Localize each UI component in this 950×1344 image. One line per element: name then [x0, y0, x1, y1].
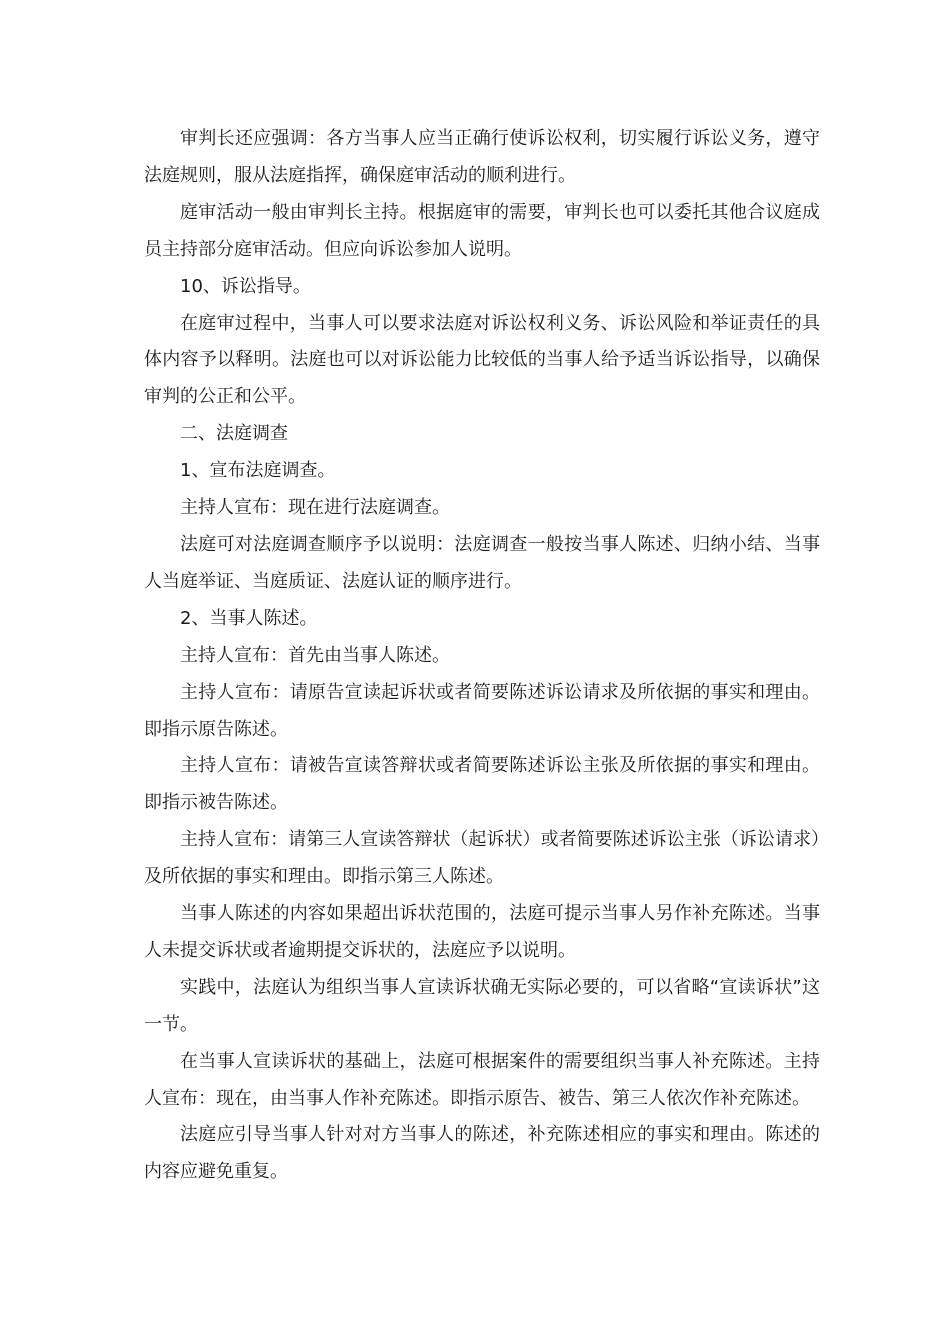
paragraph-defendant-statement: 主持人宣布：请被告宣读答辩状或者简要陈述诉讼主张及所依据的事实和理由。即指示被告陈述。: [144, 755, 820, 814]
paragraph-host-announce-statements: 主持人宣布：首先由当事人陈述。: [180, 644, 450, 666]
paragraph-omit-reading: 实践中，法庭认为组织当事人宣读诉状确无实际必要的，可以省略“宣读诉状”这一节。: [144, 976, 820, 1035]
paragraph-beyond-scope: 当事人陈述的内容如果超出诉状范围的，法庭可提示当事人另作补充陈述。当事人未提交诉状或者逾期提交诉状的，法庭应予以说明。: [144, 903, 820, 961]
paragraph-third-party-statement: 主持人宣布：请第三人宣读答辩状（起诉状）或者简要陈述诉讼主张（诉讼请求）及所依据的事实和理由。即指示第三人陈述。: [144, 829, 820, 888]
paragraph-plaintiff-statement: 主持人宣布：请原告宣读起诉状或者简要陈述诉讼请求及所依据的事实和理由。即指示原告陈述。: [144, 681, 820, 740]
paragraph-trial-host: 庭审活动一般由审判长主持。根据庭审的需要，审判长也可以委托其他合议庭成员主持部分庭审活动。但应向诉讼参加人说明。: [144, 201, 820, 260]
section-heading-court-investigation: 二、法庭调查: [180, 423, 288, 445]
paragraph-litigation-guidance: 在庭审过程中，当事人可以要求法庭对诉讼权利义务、诉讼风险和举证责任的具体内容予以释明。法庭也可以对诉讼能力比较低的当事人给予适当诉讼指导，以确保审判的公正和公平。: [144, 312, 820, 408]
paragraph-investigation-order: 法庭可对法庭调查顺序予以说明：法庭调查一般按当事人陈述、归纳小结、当事人当庭举证、当庭质证、法庭认证的顺序进行。: [144, 533, 820, 592]
heading-announce-investigation: 1、宣布法庭调查。: [180, 460, 336, 482]
paragraph-avoid-repetition: 法庭应引导当事人针对对方当事人的陈述，补充陈述相应的事实和理由。陈述的内容应避免重复。: [144, 1124, 820, 1183]
paragraph-supplementary-statement: 在当事人宣读诉状的基础上，法庭可根据案件的需要组织当事人补充陈述。主持人宣布：现在，由当事人作补充陈述。即指示原告、被告、第三人依次作补充陈述。: [144, 1050, 820, 1109]
heading-litigation-guidance: 10、诉讼指导。: [180, 275, 311, 297]
paragraph-presiding-judge-emphasis: 审判长还应强调：各方当事人应当正确行使诉讼权利，切实履行诉讼义务，遵守法庭规则，服从法庭指挥，确保庭审活动的顺利进行。: [144, 128, 820, 186]
document-body: [144, 121, 820, 1191]
heading-party-statements: 2、当事人陈述。: [180, 607, 318, 629]
paragraph-host-announce-investigation: 主持人宣布：现在进行法庭调查。: [180, 497, 450, 519]
